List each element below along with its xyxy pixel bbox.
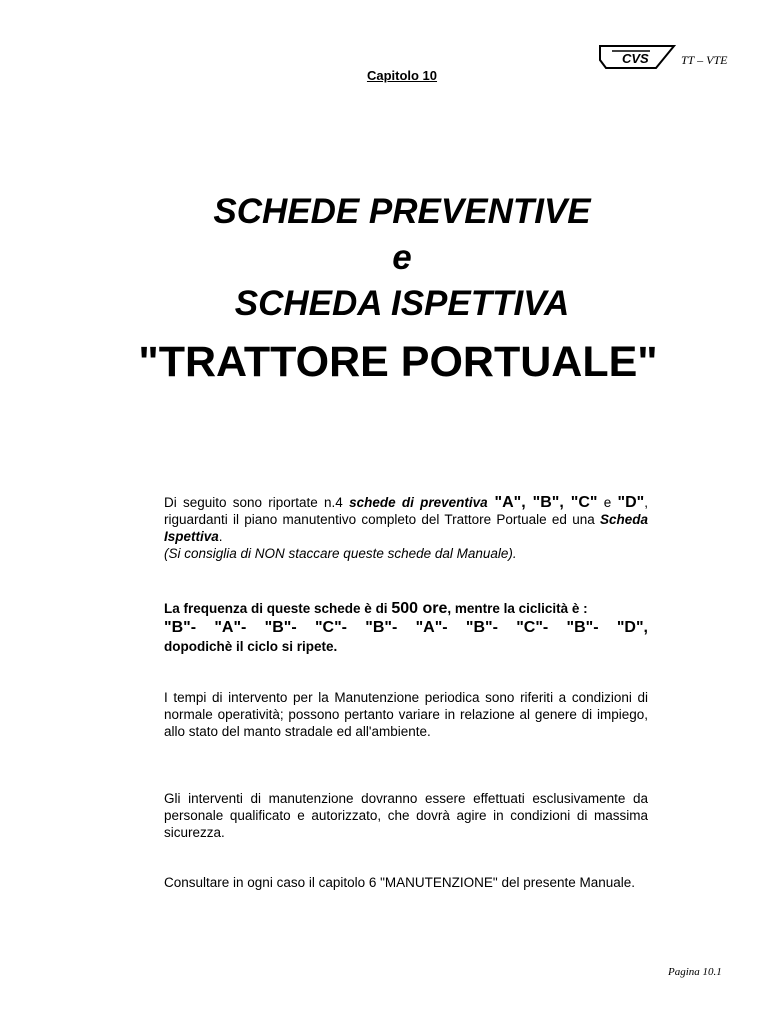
- document-code: TT – VTE: [681, 53, 728, 67]
- sequence-item: "B"-: [465, 619, 498, 636]
- frequency-hours: 500 ore: [391, 600, 448, 617]
- sequence-item: "B"-: [164, 619, 197, 636]
- sequence-item: "C"-: [516, 619, 549, 636]
- sequence-item: "C"-: [314, 619, 347, 636]
- reference-paragraph: Consultare in ogni caso il capitolo 6 "MANUTENZIONE" del presente Manuale.: [164, 875, 636, 890]
- chapter-heading: Capitolo 10: [366, 68, 438, 83]
- intro-paragraph: Di seguito sono riportate n.4 schede di preventiva "A", "B", "C" e "D", riguardanti il piano manutentivo completo del Trattore Portuale ed una Scheda Ispettiva. (Si consiglia di NON staccare queste schede dal Manuale).: [164, 494, 648, 561]
- sequence-item: "B"-: [566, 619, 599, 636]
- inspection-card-term: Scheda Ispettiva: [164, 512, 648, 544]
- title-line-3: SCHEDA ISPETTIVA: [234, 284, 570, 323]
- title-line-4: "TRATTORE PORTUALE": [138, 338, 658, 386]
- cycle-sequence: [164, 618, 648, 638]
- personnel-paragraph: Gli interventi di manutenzione dovranno essere effettuati esclusivamente da personale qualificato e autorizzato, che dovrà agire in condizioni di massima sicurezza.: [164, 791, 648, 840]
- sequence-item: "A"-: [214, 619, 247, 636]
- company-logo: [598, 44, 676, 70]
- title-line-1: SCHEDE PREVENTIVE: [213, 192, 591, 231]
- page-number: Pagina 10.1: [668, 966, 722, 978]
- preventive-cards-term: schede di preventiva: [349, 495, 488, 510]
- title-line-2: e: [392, 238, 412, 277]
- sequence-item: "A"-: [415, 619, 448, 636]
- sequence-item: "B"-: [365, 619, 398, 636]
- frequency-paragraph: La frequenza di queste schede è di 500 ore, mentre la ciclicità è : "B"- "A"- "B"- "C"- "B"- "A"- "B"- "C"- "B"- "D", dopodichè il ciclo si ripete.: [164, 600, 648, 654]
- timing-paragraph: I tempi di intervento per la Manutenzione periodica sono riferiti a condizioni di normale operatività; possono pertanto variare in relazione al genere di impiego, allo stato del manto stradale ed all'ambiente.: [164, 690, 648, 739]
- sequence-item: "D",: [616, 619, 648, 636]
- logo-text: CVS: [622, 51, 649, 66]
- sequence-item: "B"-: [264, 619, 297, 636]
- intro-note: (Si consiglia di NON staccare queste schede dal Manuale).: [164, 546, 517, 561]
